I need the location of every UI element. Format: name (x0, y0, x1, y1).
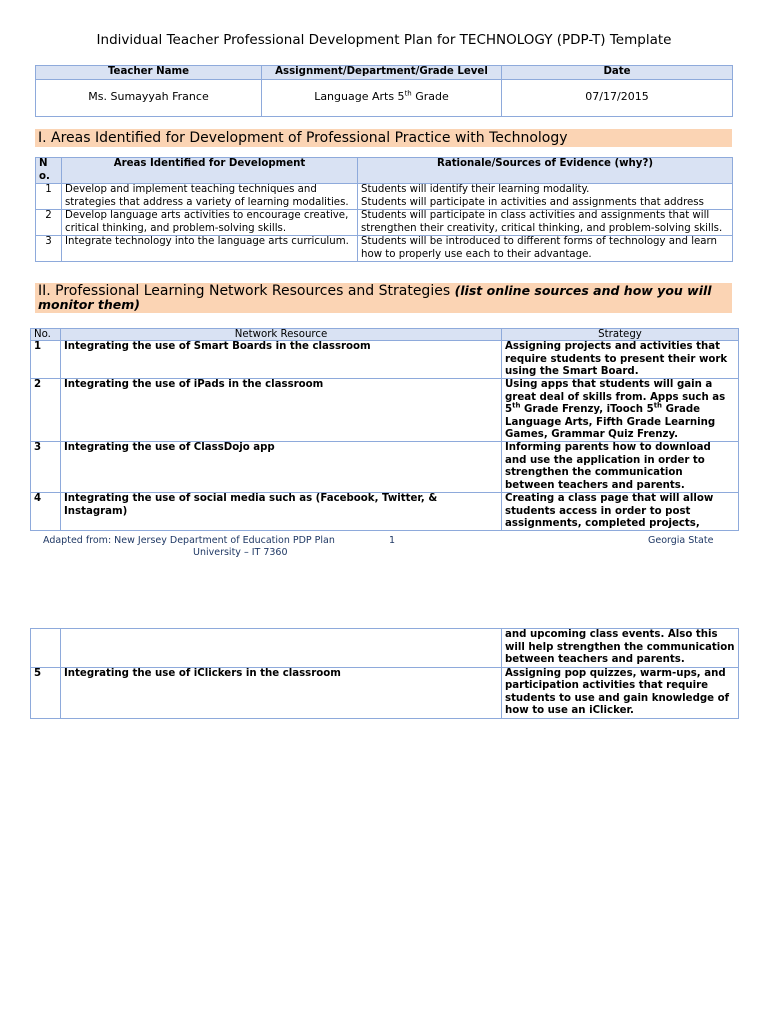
footer-page-number: 1 (389, 535, 396, 546)
rationale-cell (358, 236, 733, 262)
section2-heading (35, 283, 732, 313)
row-no: 1 (31, 341, 61, 379)
assignment-value (262, 79, 502, 116)
table-row (31, 667, 739, 718)
strategy-cell (502, 379, 739, 442)
footer-left: Adapted from: New Jersey Department of Education PDP Plan (43, 535, 335, 546)
table-row (36, 236, 733, 262)
footer-right: Georgia State (648, 535, 714, 546)
strategy-text-part: Grade Language Arts, Fifth Grade Learning Games, Grammar Quiz Frenzy. (505, 404, 716, 440)
teacher-name-value: Ms. Sumayyah France (36, 79, 262, 116)
strategy-sup: th (653, 401, 663, 410)
rationale-text: Students will participate in class activities and assignments that will strengthen their creativity, critical thinking, and problem-solving skills. (361, 210, 723, 234)
col-strategy: Strategy (502, 329, 739, 341)
col-no: No. (31, 329, 61, 341)
strategy-text-part: Using apps that students will gain a great deal of skills from. Apps such as 5 (505, 379, 726, 415)
strategy-cell (502, 442, 739, 493)
network-table (30, 328, 739, 531)
resource-cell: Integrating the use of iPads in the classroom (61, 379, 502, 442)
footer-line2: University – IT 7360 (193, 547, 288, 558)
section2-heading-text: II. Professional Learning Network Resources and Strategies (38, 283, 455, 299)
strategy-text (505, 379, 735, 441)
strategy-text: Informing parents how to download and use the application in order to strengthen the communication between teachers and parents. (505, 442, 711, 491)
strategy-cell: Assigning pop quizzes, warm-ups, and participation activities that require students to use and gain knowledge of how to use an iClicker. (502, 667, 739, 718)
row-no: 4 (31, 493, 61, 531)
rationale-text: Students will identify their learning modality. Students will participate in activities and assignments that address (361, 184, 704, 208)
area-text: Integrate technology into the language arts curriculum. (65, 236, 349, 247)
strategy-cell: and upcoming class events. Also this will help strengthen the communication between teachers and parents. (502, 629, 739, 668)
area-cell (62, 236, 358, 262)
resource-cell: Integrating the use of iClickers in the classroom (61, 667, 502, 718)
row-no (31, 629, 61, 668)
row-no: 5 (31, 667, 61, 718)
col-rationale: Rationale/Sources of Evidence (why?) (358, 158, 733, 184)
table-row (31, 442, 739, 493)
strategy-text: Assigning projects and activities that require students to present their work using the Smart Board. (505, 341, 728, 377)
area-text: Develop language arts activities to encourage creative, critical thinking, and problem-solving skills. (65, 210, 349, 234)
table-row (31, 493, 739, 531)
strategy-cell (502, 341, 739, 379)
resource-cell (61, 629, 502, 668)
rationale-cell (358, 210, 733, 236)
document-title: Individual Teacher Professional Development Plan for TECHNOLOGY (PDP-T) Template (96, 32, 672, 48)
assignment-text: Language Arts 5 (314, 90, 405, 104)
teacher-info-table (35, 65, 733, 117)
resource-cell: Integrating the use of social media such as (Facebook, Twitter, & Instagram) (61, 493, 502, 531)
col-date: Date (502, 66, 733, 80)
section1-heading: I. Areas Identified for Development of Professional Practice with Technology (35, 129, 732, 147)
table-row (31, 379, 739, 442)
network-table-continued (30, 628, 739, 719)
table-row (36, 184, 733, 210)
assignment-sup: th (404, 89, 412, 98)
area-cell (62, 210, 358, 236)
row-no: 3 (36, 236, 62, 262)
table-row (31, 629, 739, 668)
rationale-text: Students will be introduced to different forms of technology and learn how to properly use each to their advantage. (361, 236, 718, 260)
assignment-text-post: Grade (411, 90, 449, 104)
area-cell (62, 184, 358, 210)
row-no: 1 (36, 184, 62, 210)
col-resource: Network Resource (61, 329, 502, 341)
table-row (36, 210, 733, 236)
strategy-text-part: Grade Frenzy, iTooch 5 (520, 404, 654, 415)
date-value: 07/17/2015 (502, 79, 733, 116)
strategy-cell (502, 493, 739, 531)
col-no: N o. (36, 158, 62, 184)
resource-cell: Integrating the use of Smart Boards in the classroom (61, 341, 502, 379)
strategy-sup: th (512, 401, 521, 410)
section2-heading-italic: (list online sources and how you will monitor them) (38, 283, 712, 312)
row-no: 2 (31, 379, 61, 442)
rationale-cell (358, 184, 733, 210)
row-no: 2 (36, 210, 62, 236)
col-assignment: Assignment/Department/Grade Level (262, 66, 502, 80)
strategy-text: Creating a class page that will allow students access in order to post assignments, completed projects, (505, 493, 714, 529)
col-areas: Areas Identified for Development (62, 158, 358, 184)
row-no: 3 (31, 442, 61, 493)
resource-cell: Integrating the use of ClassDojo app (61, 442, 502, 493)
col-teacher-name: Teacher Name (36, 66, 262, 80)
area-text: Develop and implement teaching techniques and strategies that address a variety of learning modalities. (65, 184, 349, 208)
table-row (31, 341, 739, 379)
areas-table (35, 157, 733, 262)
